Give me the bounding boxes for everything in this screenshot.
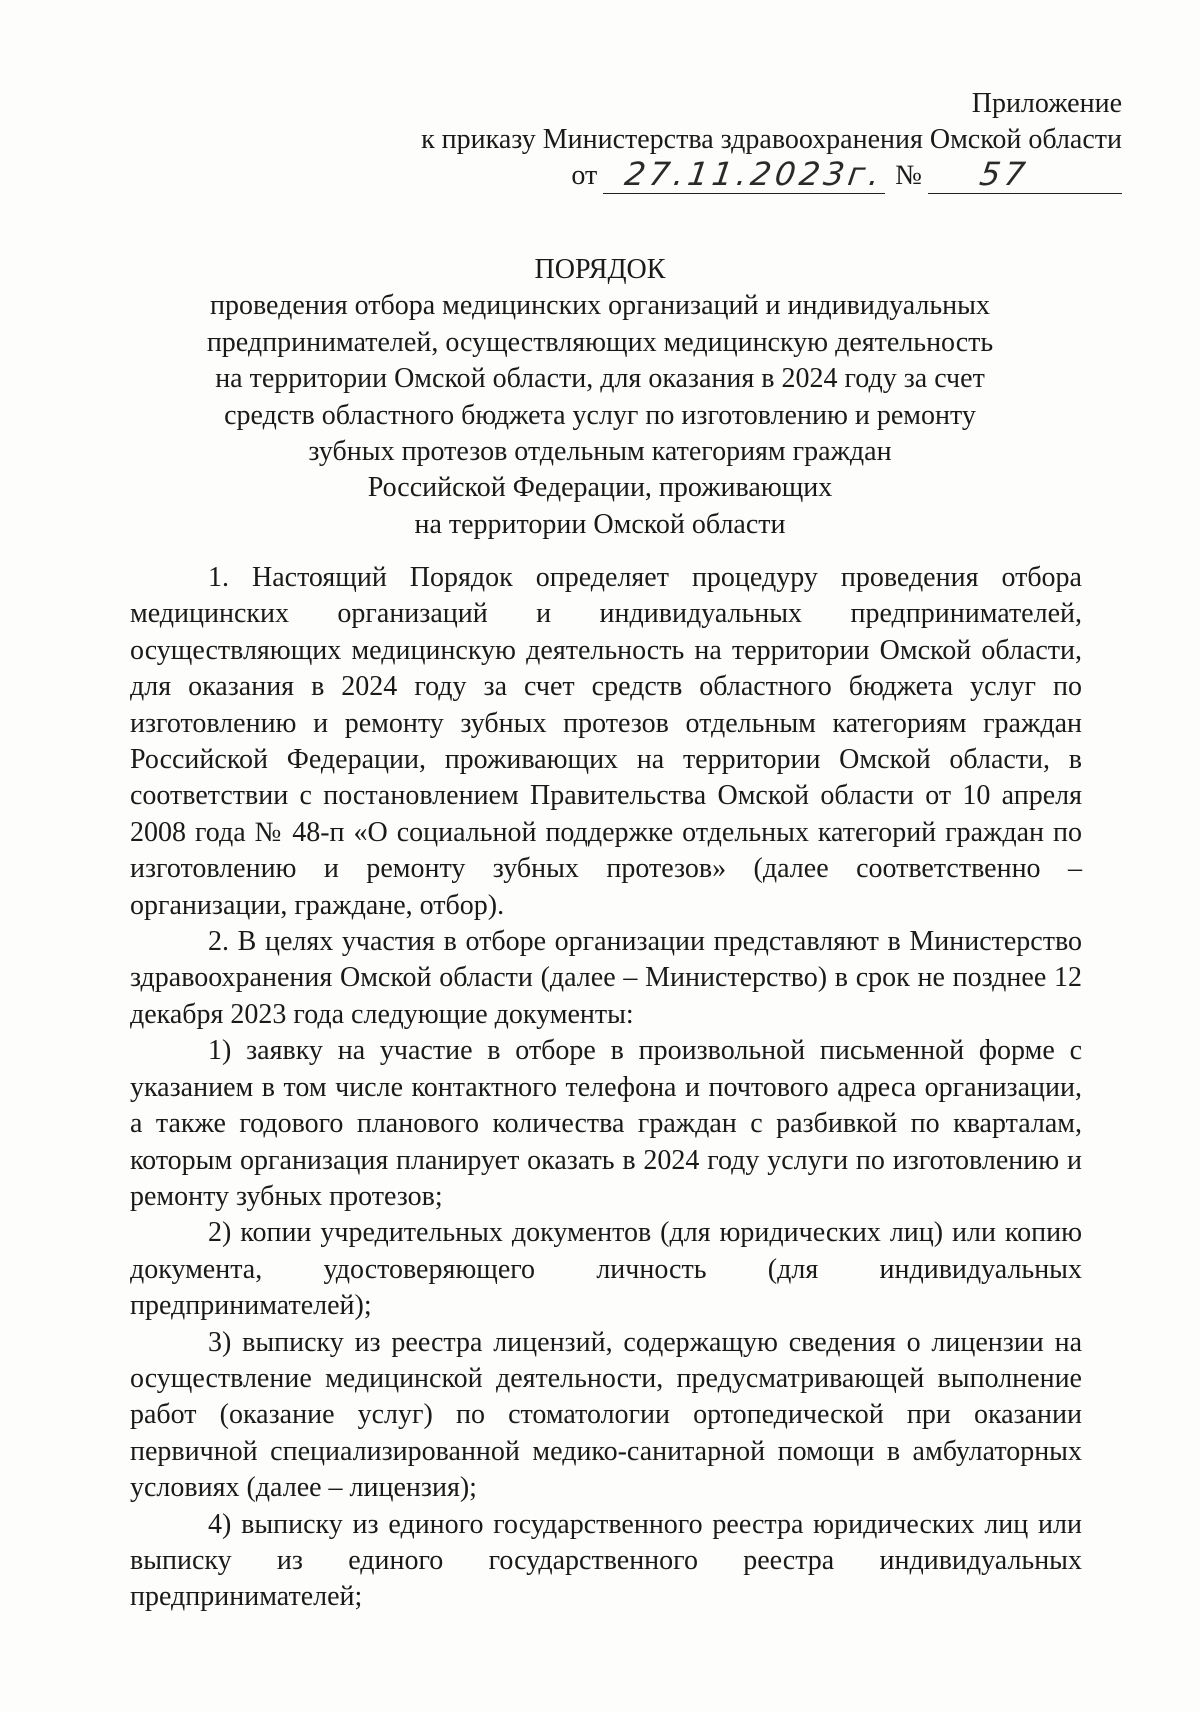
paragraph-1: 1. Настоящий Порядок определяет процедуру проведения отбора медицинских организаций и индивидуальных предпринимателей, осуществляющих медицинскую деятельность на территории Омской области, для оказания в 2024 году за счет средств областного бюджета услуг по изготовлению и ремонту зубных протезов отдельным категориям граждан Российской Федерации, проживающих на территории Омской области, в соответствии с постановлением Правительства Омской области от 10 апреля 2008 года № 48-п «О социальной поддержке отдельных категорий граждан по изготовлению и ремонту зубных протезов» (далее соответственно – организации, граждане, отбор). xyxy=(130,562,1082,921)
title-line: на территории Омской области xyxy=(414,508,786,540)
subitem-3: 3) выписку из реестра лицензий, содержащую сведения о лицензии на осуществление медицинской деятельности, предусматривающей выполнение работ (оказание услуг) по стоматологии ортопедической при оказании первичной специализированной медико-санитарной помощи в амбулаторных условиях (далее – лицензия); xyxy=(130,1326,1082,1504)
title-line: на территории Омской области, для оказания в 2024 году за счет xyxy=(215,363,985,395)
order-reference: к приказу Министерства здравоохранения Омской области xyxy=(421,124,1122,155)
paragraph-2: 2. В целях участия в отборе организации представляют в Министерство здравоохранения Омской области (далее – Министерство) в срок не позднее 12 декабря 2023 года следующие документы: xyxy=(130,926,1082,1030)
title-line: Российской Федерации, проживающих xyxy=(367,472,833,504)
appendix-label: Приложение xyxy=(971,88,1122,119)
appendix-header xyxy=(421,86,1122,194)
document-title xyxy=(130,252,1070,543)
number-blank-line xyxy=(928,155,1122,194)
handwritten-date: 27.11.2023г. xyxy=(622,155,887,193)
subitem-4: 4) выписку из единого государственного реестра юридических лиц или выписку из единого государственного реестра индивидуальных предпринимателей; xyxy=(130,1508,1082,1613)
date-blank-line xyxy=(603,155,887,194)
title-line: предпринимателей, осуществляющих медицинскую деятельность xyxy=(206,326,994,358)
from-label: от xyxy=(571,160,598,191)
number-label: № xyxy=(895,160,922,191)
title-line: средств областного бюджета услуг по изготовлению и ремонту xyxy=(224,399,976,431)
title-main: ПОРЯДОК xyxy=(534,254,666,285)
subitem-2: 2) копии учредительных документов (для юридических лиц) или копию документа, удостоверяющего личность (для индивидуальных предпринимателей); xyxy=(130,1217,1082,1322)
title-line: проведения отбора медицинских организаций и индивидуальных xyxy=(210,290,990,322)
document-body xyxy=(130,560,1082,1616)
subitem-1: 1) заявку на участие в отборе в произвольной письменной форме с указанием в том числе контактного телефона и почтового адреса организации, а также годового планового количества граждан с разбивкой по кварталам, которым организация планирует оказать в 2024 году услуги по изготовлению и ремонту зубных протезов; xyxy=(130,1035,1082,1212)
order-date-number-line xyxy=(421,155,1122,194)
handwritten-number: 57 xyxy=(977,155,1032,193)
title-line: зубных протезов отдельным категориям граждан xyxy=(308,436,892,468)
